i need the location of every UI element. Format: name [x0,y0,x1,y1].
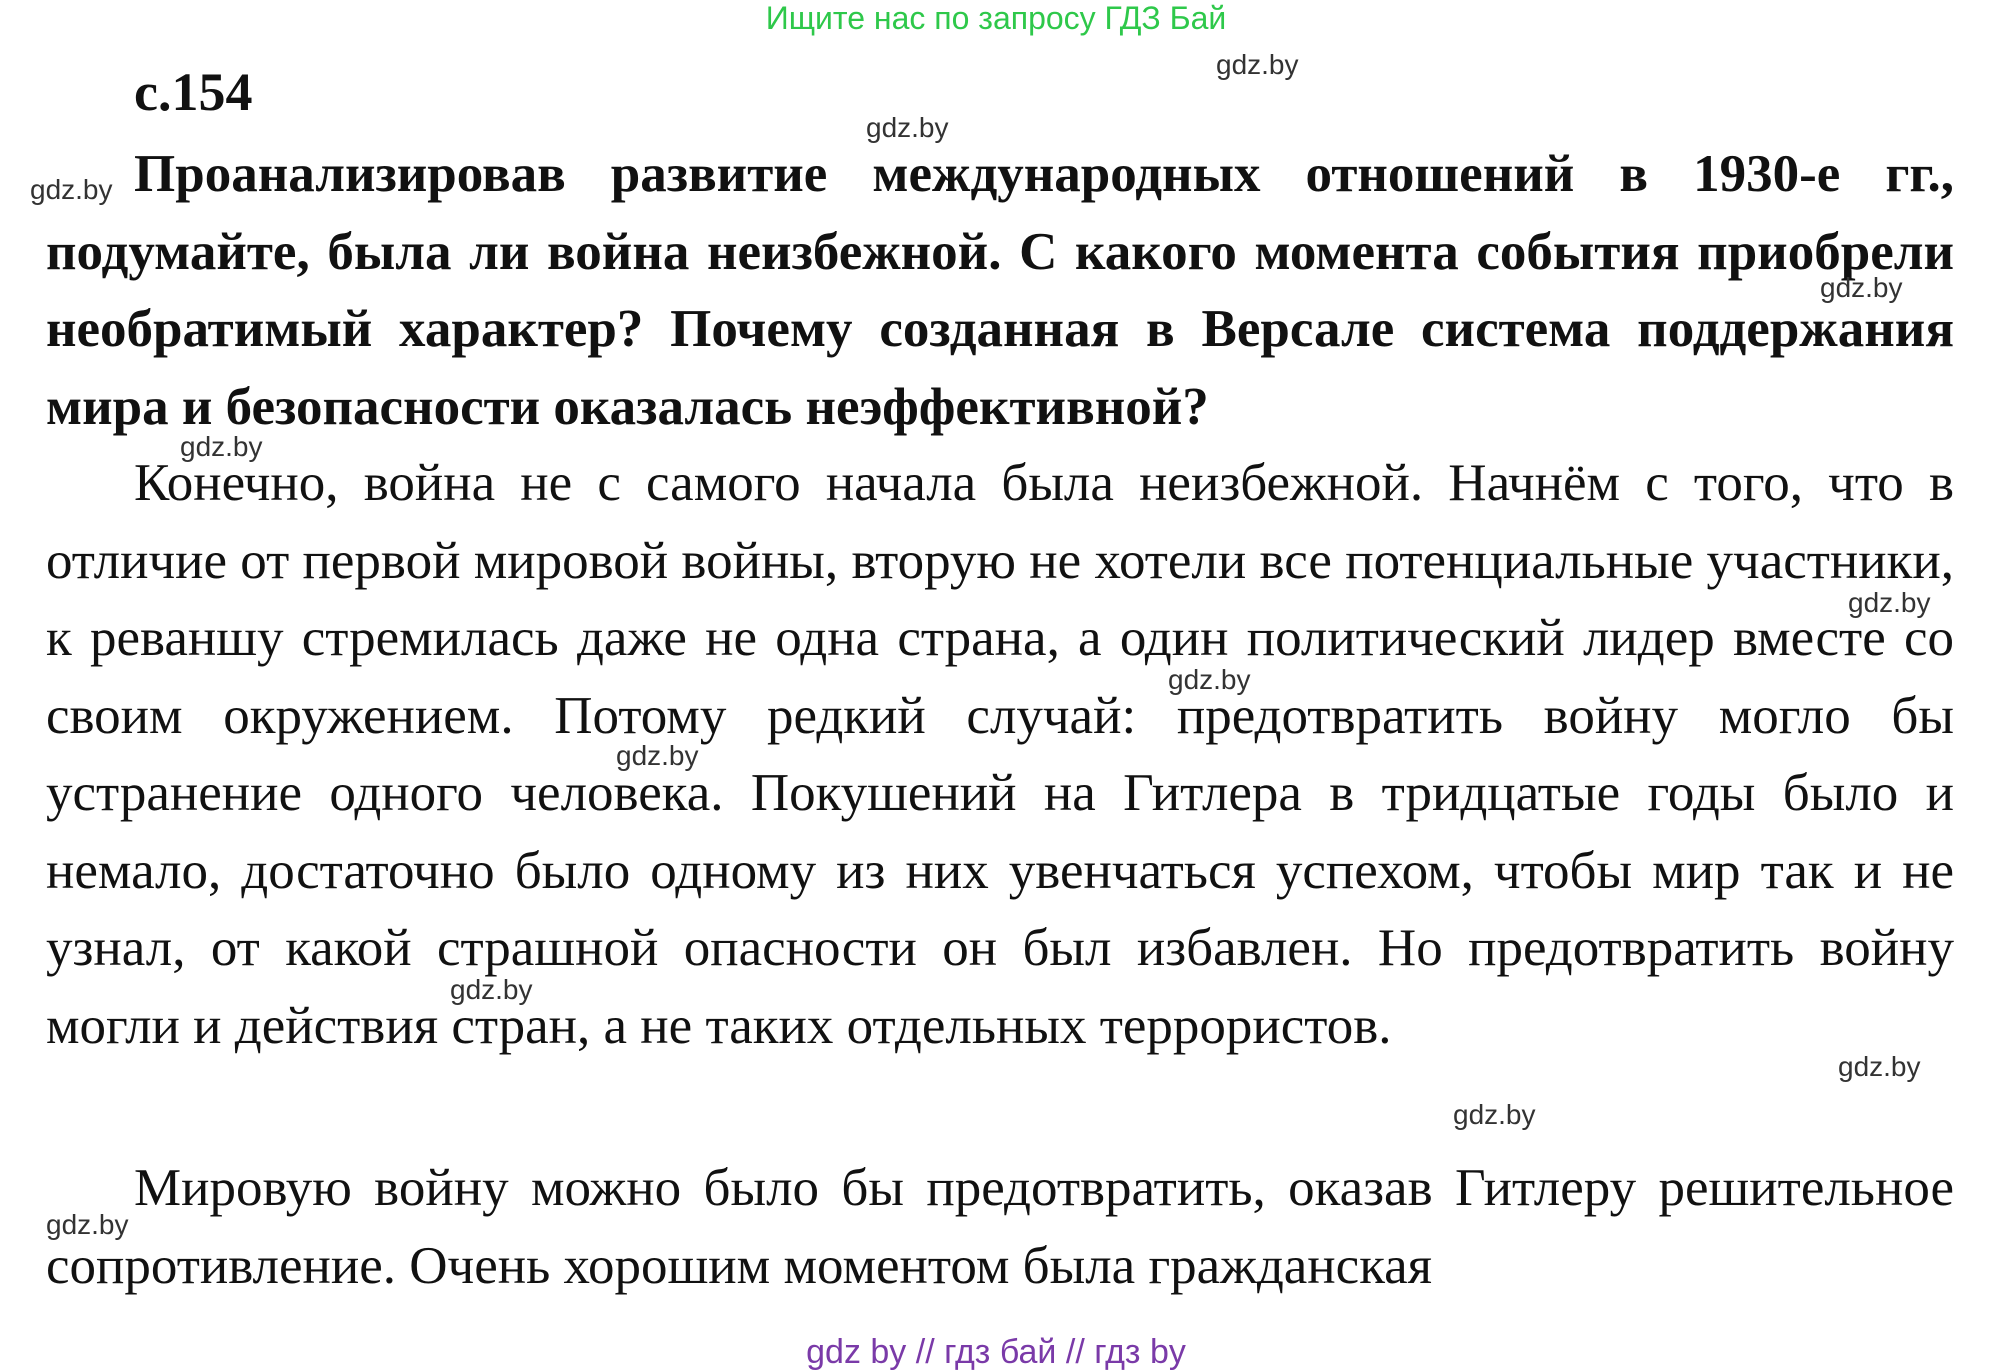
watermark: gdz.by [1838,1051,1921,1082]
watermark: gdz.by [450,974,533,1005]
footer-links: gdz by // гдз бай // гдз by [806,1333,1186,1371]
watermark: gdz.by [180,431,263,462]
watermark: gdz.by [866,112,949,143]
answer-paragraph-2: Мировую войну можно было бы предотвратить, оказав Гитлеру решительное сопротивление. Очень хорошим моментом была гражданская [46,1159,1954,1295]
answer-paragraph-1: Конечно, война не с самого начала была неизбежной. Начнём с того, что в отличие от первой мировой войны, вторую не хотели все потенциальные участники, к реваншу стремилась даже не одна страна, а один политический лидер вместе со своим окружением. Потому редкий случай: предотвратить войну могло бы устранение одного человека. Покушений на Гитлера в тридцатые годы было и немало, достаточно было одному из них увенчаться успехом, чтобы мир так и не узнал, от какой страшной опасности он был избавлен. Но предотвратить войну могли и действия стран, а не таких отдельных террористов. [46,454,1954,1055]
question-text: Проанализировав развитие международных отношений в 1930-е гг., подумайте, была ли война неизбежной. С какого момента события приобрели необратимый характер? Почему созданная в Версале система поддержания мира и безопасности оказалась неэффективной? [46,145,1954,436]
watermark: gdz.by [1216,49,1299,80]
watermark: gdz.by [46,1209,129,1240]
watermark: gdz.by [1820,272,1903,303]
header-banner: Ищите нас по запросу ГДЗ Бай [765,0,1227,36]
page-number: с.154 [134,62,253,122]
watermark: gdz.by [30,174,113,205]
watermark: gdz.by [1453,1099,1536,1130]
watermark: gdz.by [1848,587,1931,618]
watermark: gdz.by [616,740,699,771]
watermark: gdz.by [1168,664,1251,695]
